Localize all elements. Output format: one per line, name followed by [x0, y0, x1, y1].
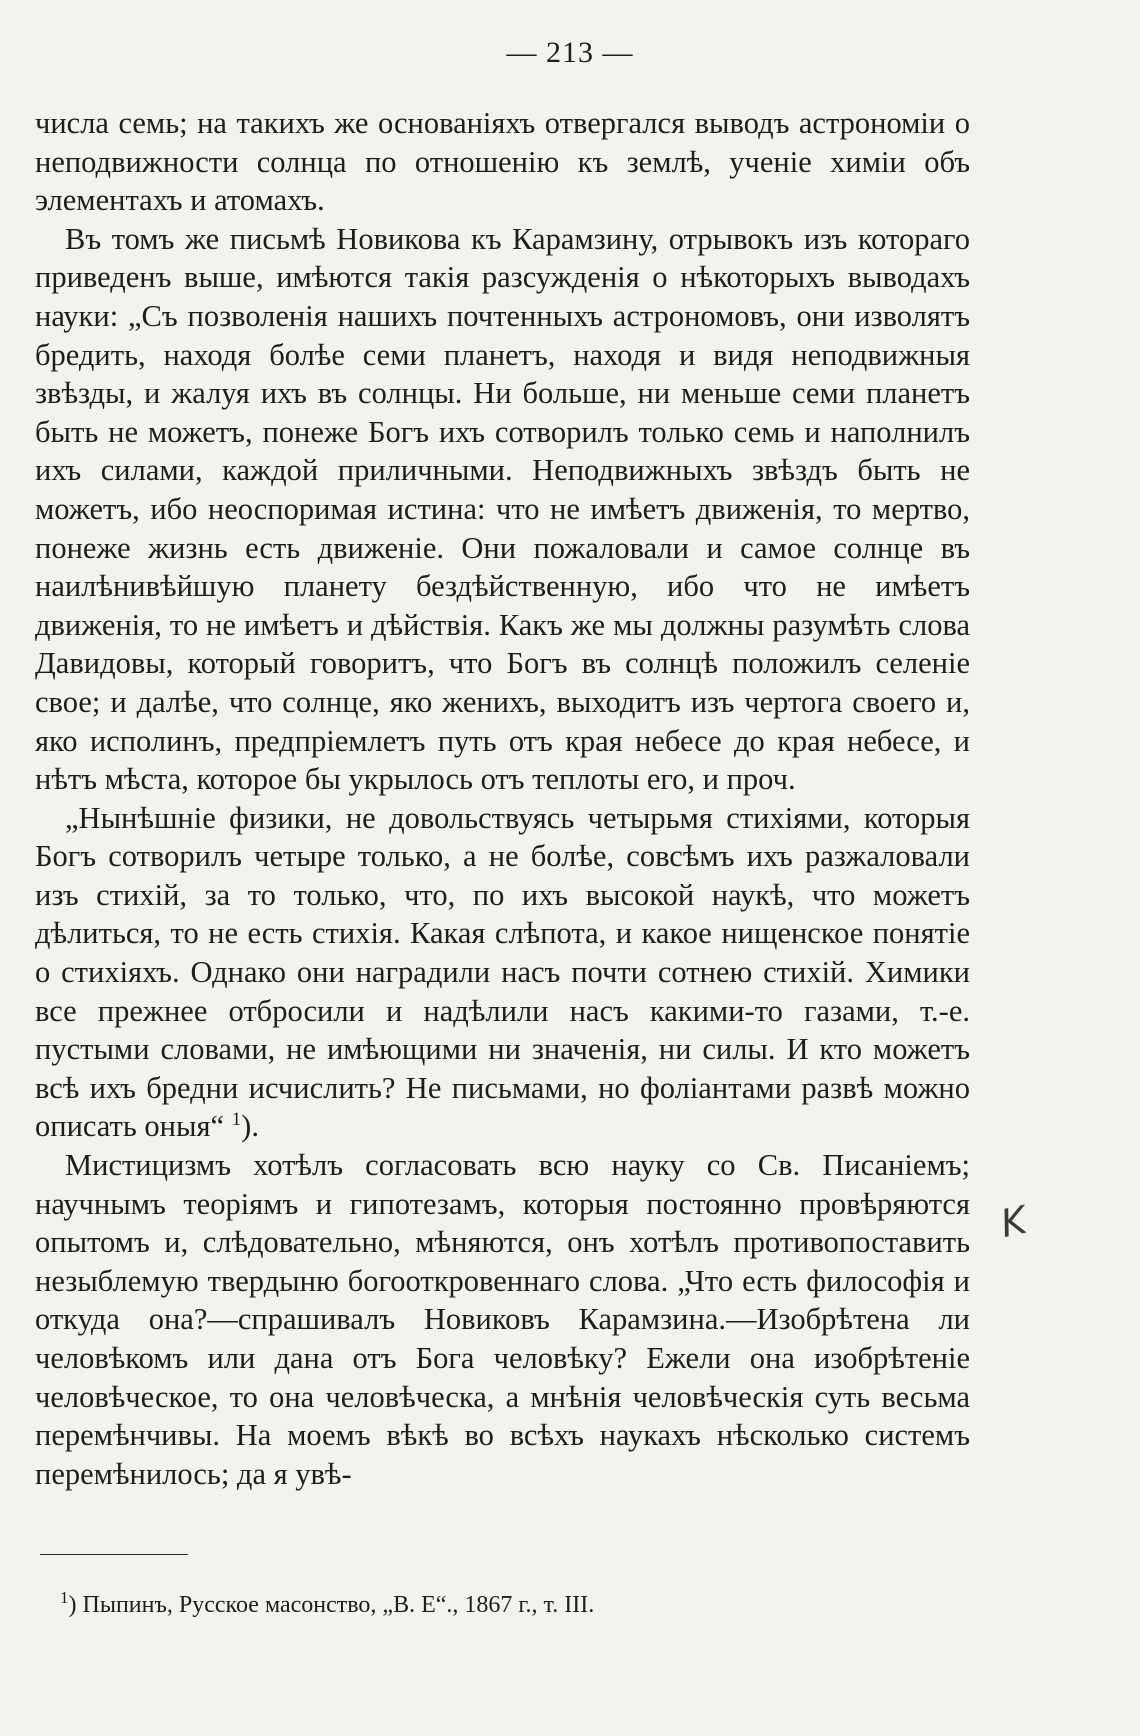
footnote: [60, 1590, 594, 1620]
paragraph-1: числа семь; на такихъ же основаніяхъ отвергался выводъ астрономіи о неподвижности солнца по отношенію къ землѣ, ученіе химіи объ элементахъ и атомахъ.: [35, 106, 970, 218]
paragraph-2: Въ томъ же письмѣ Новикова къ Карамзину, отрывокъ изъ котораго приведенъ выше, имѣются такія разсужденія о нѣкоторыхъ выводахъ науки: „Съ позволенія нашихъ почтенныхъ астрономовъ, они изволятъ бредить, находя болѣе семи планетъ, находя и видя неподвижныя звѣзды, и жалуя ихъ въ солнцы. Ни больше, ни меньше семи планетъ быть не можетъ, понеже Богъ ихъ сотворилъ только семь и наполнилъ ихъ силами, каждой приличными. Неподвижныхъ звѣздъ быть не можетъ, ибо неоспоримая истина: что не имѣетъ движенія, то мертво, понеже жизнь есть движеніе. Они пожаловали и самое солнце въ наилѣнивѣйшую планету бездѣйственную, ибо что не имѣетъ движенія, то не имѣетъ и дѣйствія. Какъ же мы должны разумѣть слова Давидовы, который говоритъ, что Богъ въ солнцѣ положилъ селеніе свое; и далѣе, что солнце, яко женихъ, выходитъ изъ чертога своего и, яко исполинъ, предпріемлетъ путь отъ края небесе до края небесе, и нѣтъ мѣста, которое бы укрылось отъ теплоты его, и проч.: [35, 221, 970, 797]
page-number: — 213 —: [506, 36, 634, 69]
footnote-marker-tail: ): [68, 1592, 77, 1618]
footnote-reference: 1: [231, 1109, 242, 1131]
body-text: [35, 104, 970, 1493]
footnote-reference-tail: ).: [241, 1109, 259, 1144]
paragraph-3: [35, 799, 970, 1146]
footnote-divider: [40, 1554, 188, 1555]
paragraph-4: Мистицизмъ хотѣлъ согласовать всю науку со Св. Писаніемъ; научнымъ теоріямъ и гипотезамъ, которыя постоянно провѣряются опытомъ и, слѣдовательно, мѣняются, онъ хотѣлъ противопоставить незыблемую твердыню богооткровеннаго слова. „Что есть философія и откуда она?—спрашивалъ Новиковъ Карамзина.—Изобрѣтена ли человѣкомъ или дана отъ Бога человѣку? Ежели она изобрѣтеніе человѣческое, то она человѣческа, а мнѣнія человѣческія суть весьма перемѣнчивы. На моемъ вѣкѣ во всѣхъ наукахъ нѣсколько системъ перемѣнилось; да я увѣ-: [35, 1148, 970, 1491]
paragraph-3-text: „Нынѣшніе физики, не довольствуясь четырьмя стихіями, которыя Богъ сотворилъ четыре только, а не болѣе, совсѣмъ ихъ разжаловали изъ стихій, за то только, что, по ихъ высокой наукѣ, что можетъ дѣлиться, то не есть стихія. Какая слѣпота, и какое нищенское понятіе о стихіяхъ. Однако они наградили насъ почти сотнею стихій. Химики все прежнее отбросили и надѣлили насъ какими-то газами, т.-е. пустыми словами, не имѣющими ни значенія, ни силы. И кто можетъ всѣ ихъ бредни исчислить? Не письмами, но фоліантами развѣ можно описать оныя“: [35, 800, 970, 1144]
footnote-marker: 1: [60, 1588, 69, 1607]
handwritten-margin-mark: K: [996, 1197, 1031, 1247]
footnote-text: Пыпинъ, Русское масонство, „В. Е“., 1867 г., т. III.: [76, 1592, 595, 1618]
